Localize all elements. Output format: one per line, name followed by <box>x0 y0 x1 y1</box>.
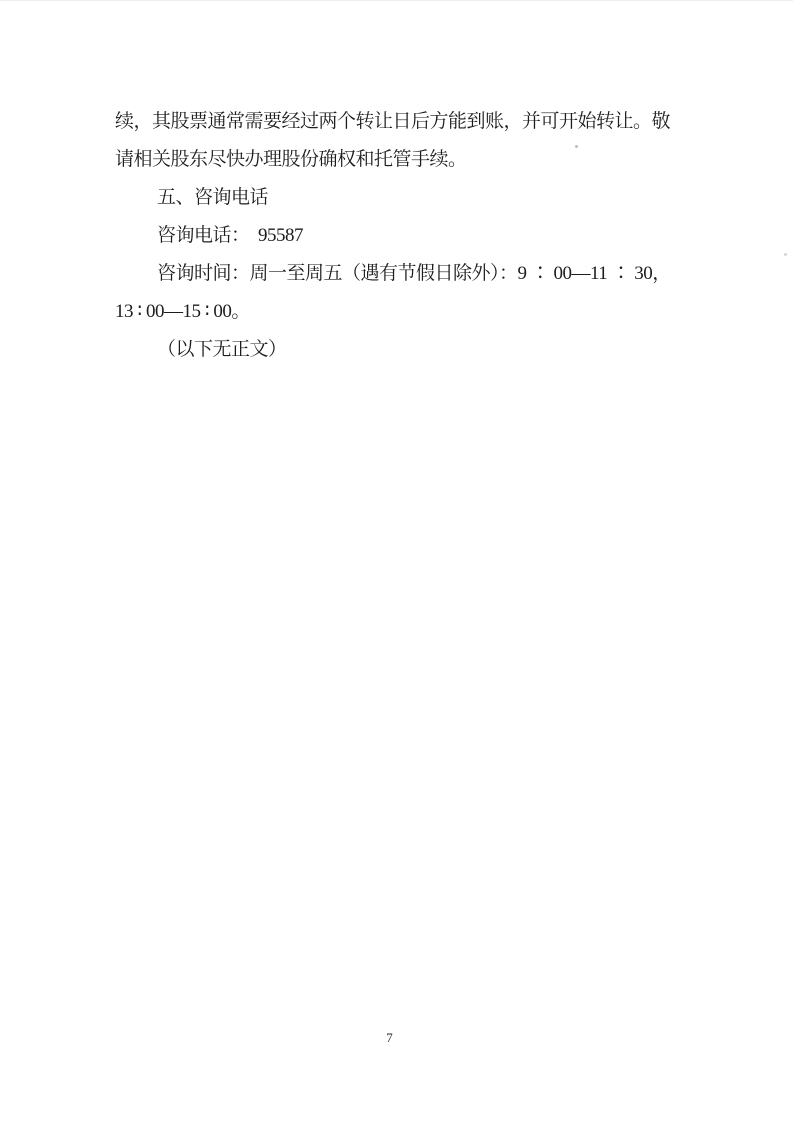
end-of-text-note: （以下无正文） <box>157 339 287 360</box>
consultation-phone-line: 咨询电话： 95587 <box>157 225 304 246</box>
page-top-edge <box>0 0 793 1</box>
consultation-hours-line-2: 13 ∶ 00—15 ∶ 00。 <box>115 301 250 322</box>
consultation-hours-line-1: 咨询时间：周一至周五（遇有节假日除外）：9 ∶ 00—11 ∶ 30， <box>157 263 671 284</box>
scan-speck <box>784 253 787 256</box>
scan-speck <box>575 145 578 148</box>
page-number: 7 <box>386 1030 393 1045</box>
document-body <box>115 103 705 369</box>
paragraph-continuation-line-1: 续，其股票通常需要经过两个转让日后方能到账，并可开始转让。敬 <box>115 111 671 132</box>
paragraph-continuation-line-2: 请相关股东尽快办理股份确权和托管手续。 <box>115 149 467 170</box>
section-heading: 五、咨询电话 <box>157 187 269 208</box>
